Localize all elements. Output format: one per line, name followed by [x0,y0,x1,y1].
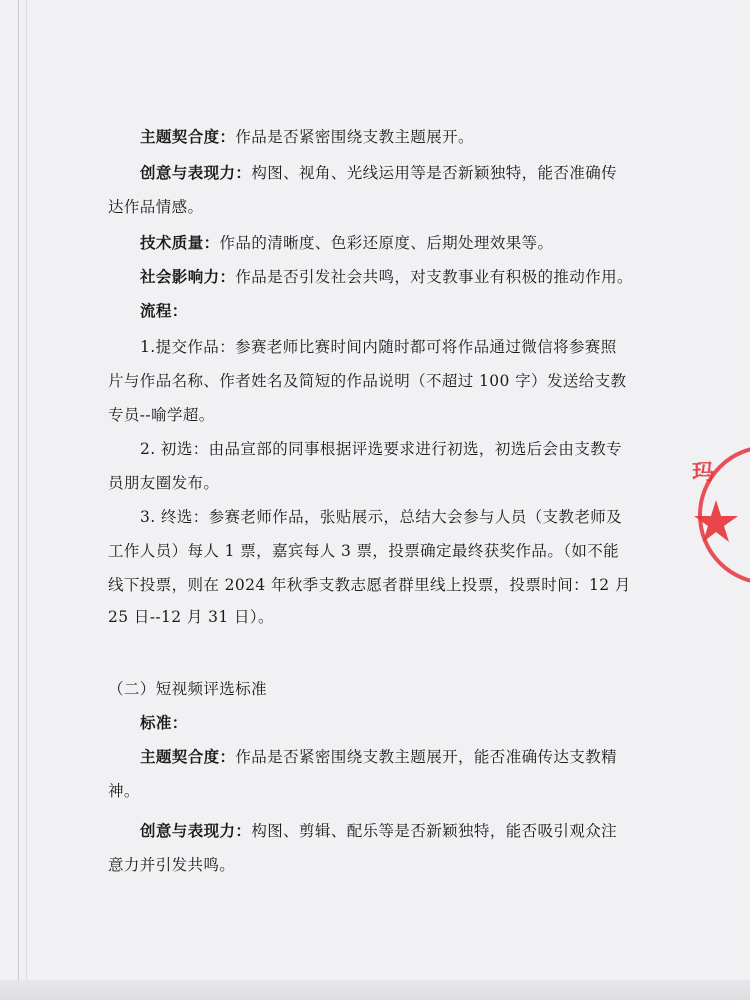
criteria-text: 构图、视角、光线运用等是否新颖独特，能否准确传 [251,164,618,182]
criteria-text: 作品是否紧密围绕支教主题展开。 [235,128,474,146]
process-step2-line2: 员朋友圈发布。 [108,474,220,492]
official-seal-fragment [686,440,750,590]
criteria-label: 社会影响力： [140,267,236,286]
video-standard-heading: 标准： [140,713,188,732]
criteria-text: 作品的清晰度、色彩还原度、后期处理效果等。 [219,234,554,252]
video-criteria-theme-cont: 神。 [108,782,140,800]
criteria-technical [140,232,553,254]
criteria-text: 构图、剪辑、配乐等是否新颖独特，能否吸引观众注 [251,822,618,840]
criteria-label: 主题契合度： [140,127,236,146]
video-criteria-theme [140,746,617,768]
page-edge-line [18,0,19,1000]
criteria-label: 技术质量： [140,233,220,252]
svg-text:玛: 玛 [692,461,715,486]
process-step1-line3: 专员--喻学超。 [108,406,215,424]
seal-icon [686,440,750,590]
criteria-text: 作品是否紧密围绕支教主题展开，能否准确传达支教精 [235,748,618,766]
video-criteria-creativity-cont: 意力并引发共鸣。 [108,856,236,874]
criteria-theme [140,126,474,148]
page-edge-line [26,0,27,1000]
process-step2-line1: 2. 初选：由品宣部的同事根据评选要求进行初选，初选后会由支教专 [140,440,623,458]
video-criteria-creativity [140,820,617,842]
process-step3-line4: 25 日--12 月 31 日）。 [108,608,274,626]
criteria-label: 主题契合度： [140,747,236,766]
process-step3-line2: 工作人员）每人 1 票，嘉宾每人 3 票，投票确定最终获奖作品。（如不能 [108,542,620,560]
criteria-label: 创意与表现力： [140,163,252,182]
process-step1-line2: 片与作品名称、作者姓名及简短的作品说明（不超过 100 字）发送给支教 [108,372,627,390]
video-section-title: （二）短视频评选标准 [108,680,268,698]
page-bottom-edge [0,980,750,1000]
criteria-creativity [140,162,617,184]
criteria-label: 创意与表现力： [140,821,252,840]
process-step3-line3: 线下投票，则在 2024 年秋季支教志愿者群里线上投票，投票时间：12 月 [108,576,631,594]
process-step3-line1: 3. 终选：参赛老师作品，张贴展示，总结大会参与人员（支教老师及 [140,508,623,526]
process-heading: 流程： [140,301,188,320]
criteria-creativity-cont: 达作品情感。 [108,198,204,216]
criteria-social [140,266,633,288]
process-step1-line1: 1.提交作品：参赛老师比赛时间内随时都可将作品通过微信将参赛照 [140,338,617,356]
criteria-text: 作品是否引发社会共鸣，对支教事业有积极的推动作用。 [235,268,633,286]
